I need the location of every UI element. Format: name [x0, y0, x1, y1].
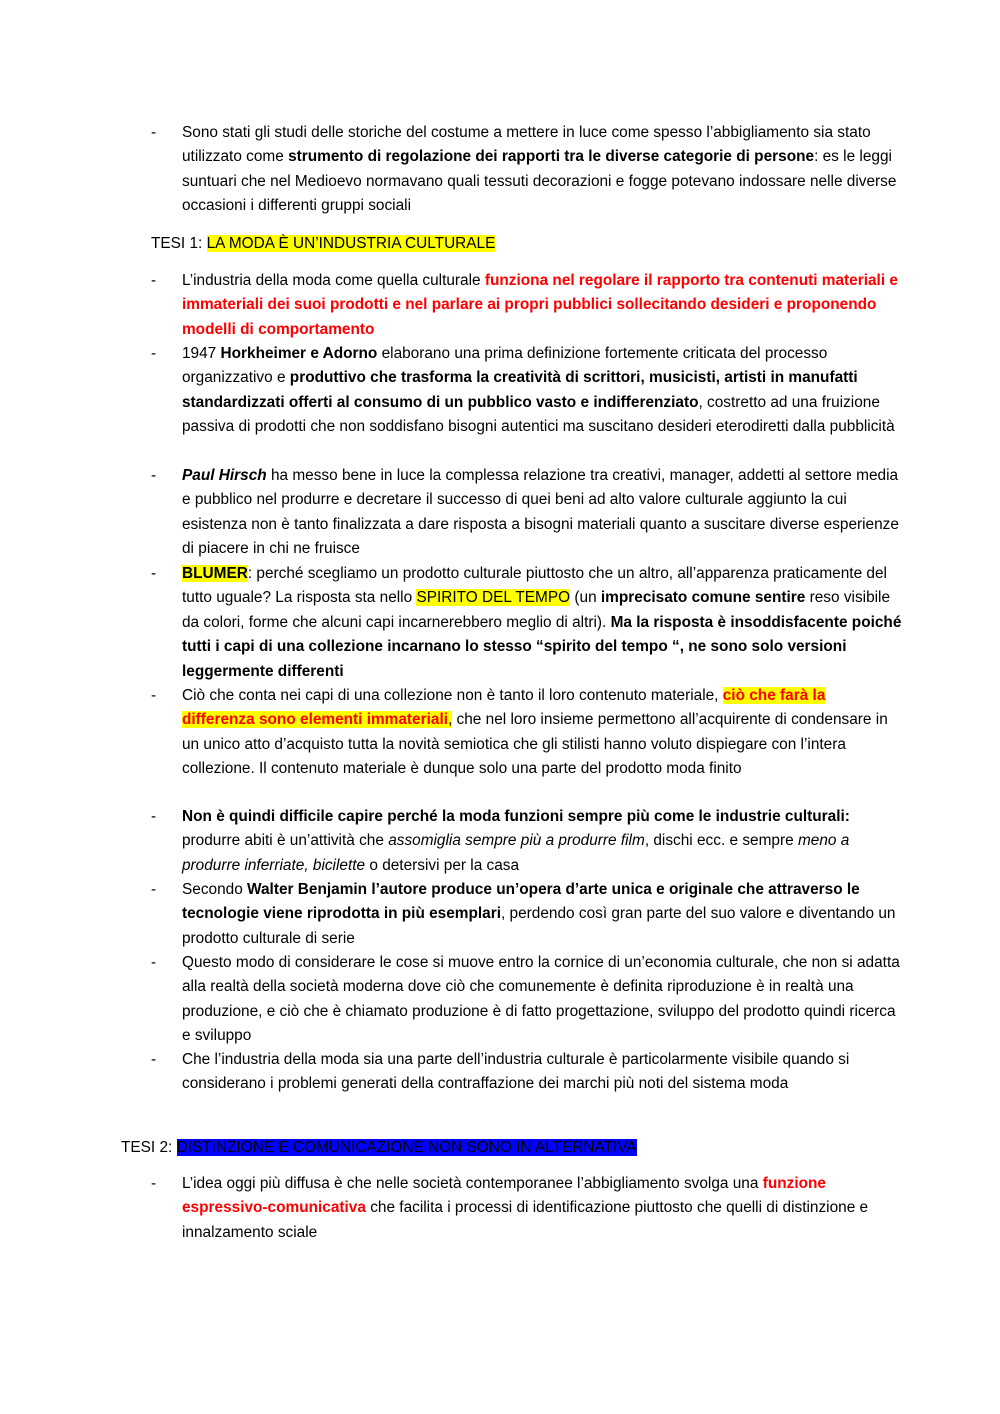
tesi2-heading	[121, 1136, 637, 1160]
tesi1-bullet-9: - Che l’industria della moda sia una parte dell’industria culturale è particolarmente visibile quando si considerano i problemi generati della contraffazione dei marchi più noti del sistema moda	[182, 1048, 902, 1097]
tesi1-title: LA MODA È UN’INDUSTRIA CULTURALE	[206, 235, 496, 252]
bullet-dash: -	[151, 467, 157, 484]
tesi1-bullet-7: - Secondo Walter Benjamin l’autore produce un’opera d’arte unica e originale che attraverso le tecnologie viene riprodotta in più esemplari, perdendo così gran parte del suo valore e diventando un prodotto culturale di serie	[182, 878, 902, 951]
tesi2-title: DISTINZIONE E COMUNICAZIONE NON SONO IN ALTERNATIVA	[176, 1139, 637, 1156]
bullet-dash: -	[151, 1051, 157, 1068]
bullet-dash: -	[151, 345, 157, 362]
tesi1-bullet-3: - Paul Hirsch ha messo bene in luce la complessa relazione tra creativi, manager, addetti al settore media e pubblico nel produrre e decretare il successo di quei beni ad alto valore culturale aggiunto la cui esistenza non è tanto finalizzata a dare risposta a bisogni materiali quanto a suscitare diverse esperienze di piacere in chi ne fruisce	[182, 464, 902, 562]
bullet-dash: -	[151, 687, 157, 704]
bullet-intro: - Sono stati gli studi delle storiche del costume a mettere in luce come spesso l’abbigliamento sia stato utilizzato come strumento di regolazione dei rapporti tra le diverse categorie di persone: es le leggi suntuari che nel Medioevo normavano quali tessuti decorazioni e fogge potevano indossare nelle diverse occasioni i differenti gruppi sociali	[182, 121, 902, 219]
tesi1-bullet-5: - Ciò che conta nei capi di una collezione non è tanto il loro contenuto materiale, ciò che farà la differenza sono elementi immateriali, che nel loro insieme permettono all’acquirente di condensare in un unico atto d’acquisto tutta la novità semiotica che gli stilisti hanno voluto dispiegare con l’intera collezione. Il contenuto materiale è dunque solo una parte del prodotto moda finito	[182, 684, 902, 782]
tesi2-bullet-1: - L’idea oggi più diffusa è che nelle società contemporanee l’abbigliamento svolga una funzione espressivo-comunicativa che facilita i processi di identificazione piuttosto che quelli di distinzione e innalzamento sciale	[182, 1172, 902, 1245]
bullet-dash: -	[151, 808, 157, 825]
tesi1-label: TESI 1:	[151, 235, 207, 252]
tesi2-label: TESI 2:	[121, 1139, 177, 1156]
tesi1-heading	[151, 232, 495, 256]
bullet-dash: -	[151, 272, 157, 289]
tesi1-bullet-4: - BLUMER: perché scegliamo un prodotto culturale piuttosto che un altro, all’apparenza praticamente del tutto uguale? La risposta sta nello SPIRITO DEL TEMPO (un imprecisato comune sentire reso visibile da colori, forme che alcuni capi incarnerebbero meglio di altri). Ma la risposta è insoddisfacente poiché tutti i capi di una collezione incarnano lo stesso “spirito del tempo “, ne sono solo versioni leggermente differenti	[182, 562, 902, 684]
bullet-dash: -	[151, 565, 157, 582]
bullet-dash: -	[151, 954, 157, 971]
bullet-dash: -	[151, 881, 157, 898]
tesi1-bullet-2: - 1947 Horkheimer e Adorno elaborano una prima definizione fortemente criticata del processo organizzativo e produttivo che trasforma la creatività di scrittori, musicisti, artisti in manufatti standardizzati offerti al consumo di un pubblico vasto e indifferenziato, costretto ad una fruizione passiva di prodotti che non soddisfano bisogni autentici ma suscitano desideri eterodiretti dalla pubblicità	[182, 342, 902, 440]
bullet-dash: -	[151, 124, 157, 141]
tesi1-bullet-6: - Non è quindi difficile capire perché la moda funzioni sempre più come le industrie culturali: produrre abiti è un’attività che assomiglia sempre più a produrre film, dischi ecc. e sempre meno a produrre inferriate, bicilette o detersivi per la casa	[182, 805, 902, 878]
tesi1-bullet-8: - Questo modo di considerare le cose si muove entro la cornice di un’economia culturale, che non si adatta alla realtà della società moderna dove ciò che comunemente è definita riproduzione è in realtà una produzione, e ciò che è chiamato produzione è di fatto progettazione, sviluppo del prodotto quindi ricerca e sviluppo	[182, 951, 902, 1049]
bullet-dash: -	[151, 1175, 157, 1192]
tesi1-bullet-1: - L’industria della moda come quella culturale funziona nel regolare il rapporto tra contenuti materiali e immateriali dei suoi prodotti e nel parlare ai propri pubblici sollecitando desideri e proponendo modelli di comportamento	[182, 269, 902, 342]
